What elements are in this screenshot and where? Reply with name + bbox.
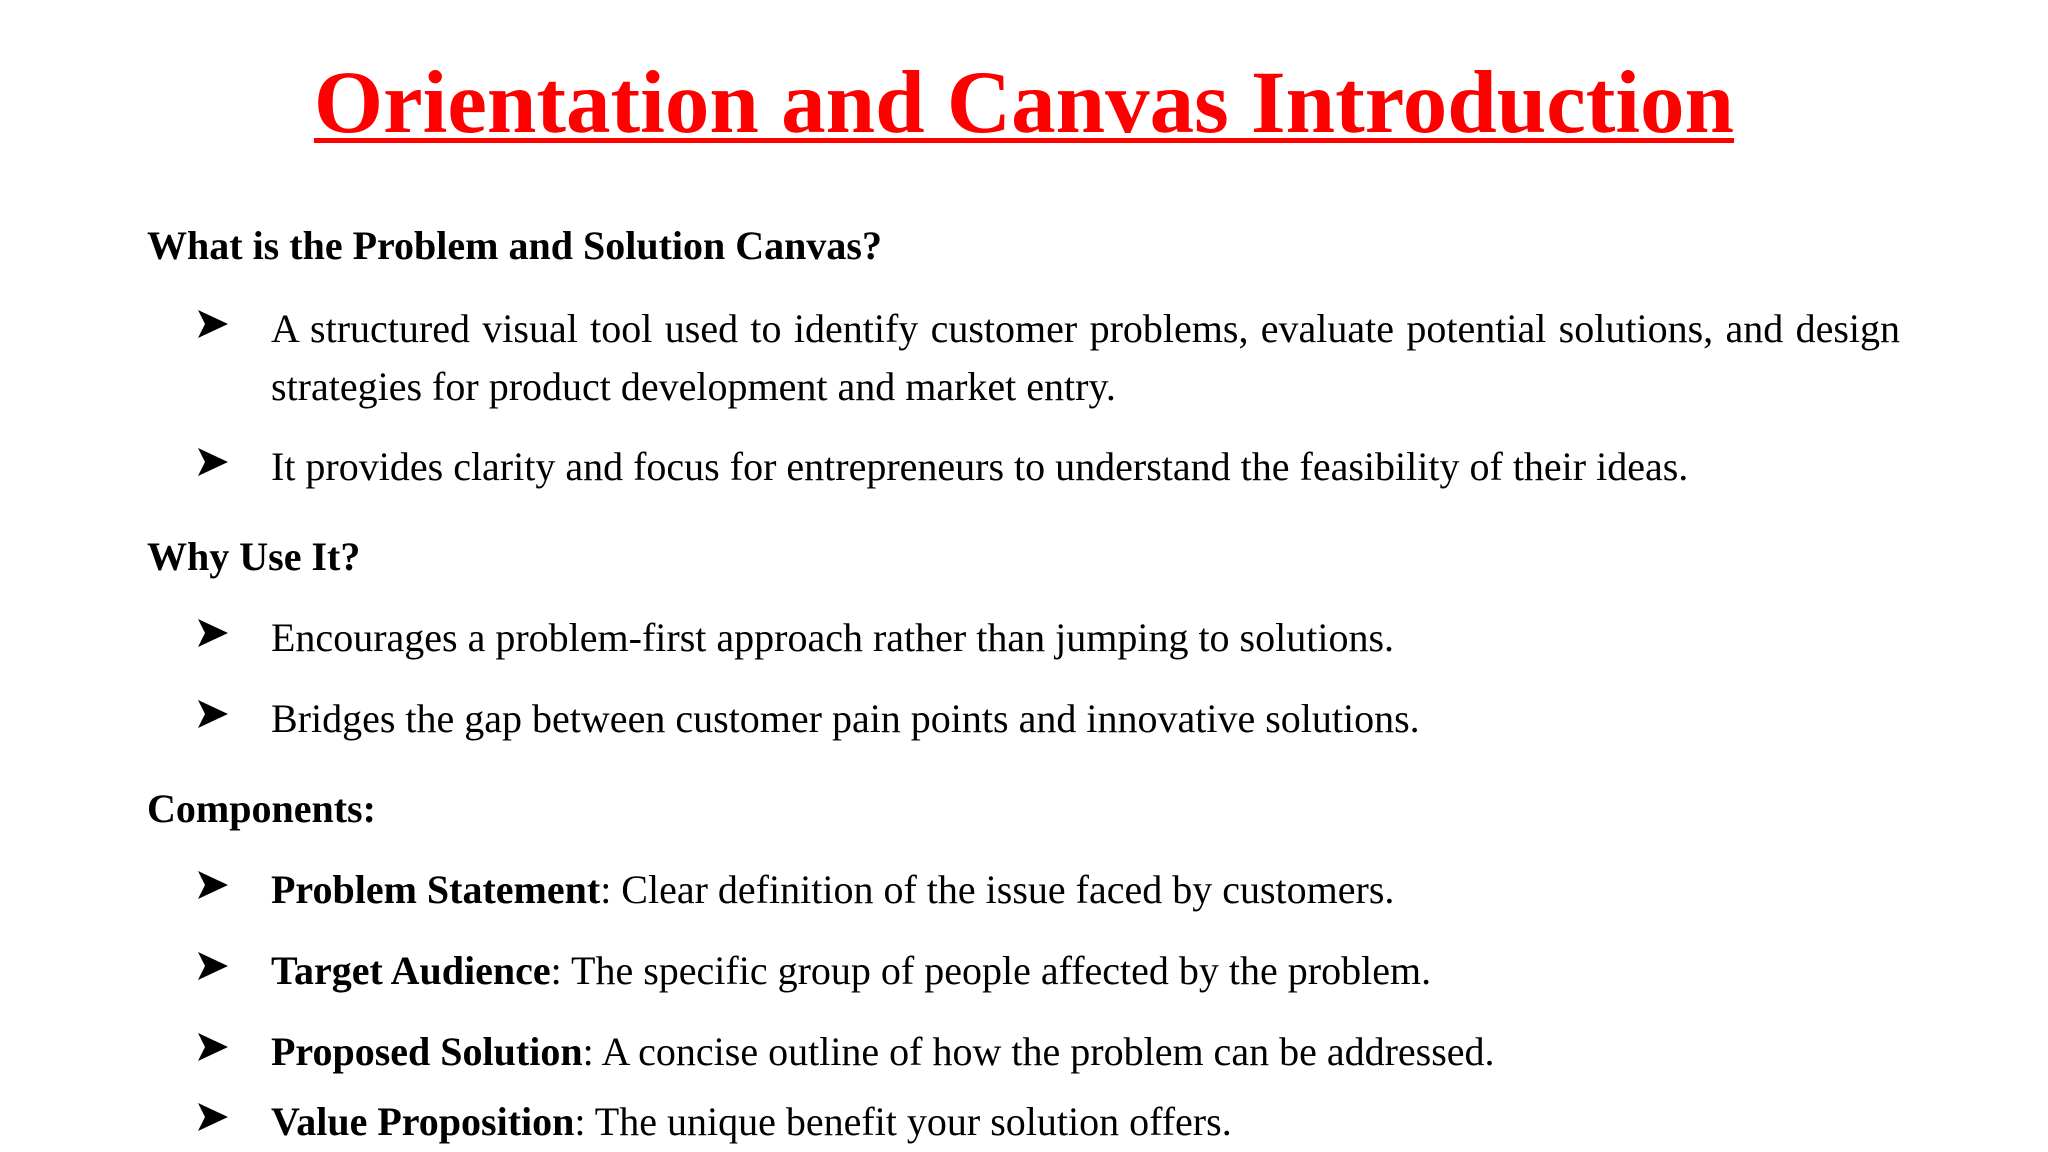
heading-text: Why Use It? [147,534,361,579]
bullet-term: Value Proposition [271,1099,575,1144]
heading-text: What is the Problem and Solution Canvas? [147,223,882,268]
arrowhead-bullet-icon [196,861,236,919]
bullet-text [271,1023,1900,1081]
arrowhead-bullet-icon [196,300,236,358]
list-item [196,861,1900,919]
bullet-text: It provides clarity and focus for entrepreneurs to understand the feasibility of their ideas. [271,444,1689,489]
bullet-text [271,861,1900,919]
bullet-text [271,942,1900,1000]
list-item [196,438,1900,496]
list-item [196,690,1900,748]
heading-text: Components [147,786,363,831]
arrowhead-bullet-icon [196,690,236,748]
list-item [196,300,1900,416]
bullet-text: Bridges the gap between customer pain points and innovative solutions. [271,696,1420,741]
bullet-term: Target Audience [271,948,551,993]
bullet-definition: : The specific group of people affected by the problem. [550,948,1432,993]
arrowhead-bullet-icon [196,609,236,667]
bullet-definition: : Clear definition of the issue faced by customers. [600,867,1395,912]
arrowhead-bullet-icon [196,942,236,1000]
slide-title: Orientation and Canvas Introduction [313,54,1735,152]
section-heading-components [147,783,376,835]
bullet-term: Proposed Solution [271,1029,583,1074]
list-item [196,1023,1900,1081]
arrowhead-bullet-icon [196,1023,236,1081]
bullet-definition: : A concise outline of how the problem can be addressed. [582,1029,1495,1074]
list-item [196,942,1900,1000]
bullet-term: Problem Statement [271,867,601,912]
arrowhead-bullet-icon [196,438,236,496]
list-item [196,1093,1900,1151]
heading-suffix: : [362,786,376,831]
arrowhead-bullet-icon [196,1093,236,1151]
section-heading-what-is [147,220,882,272]
list-item [196,609,1900,667]
bullet-text: Encourages a problem-first approach rather than jumping to solutions. [271,615,1395,660]
section-heading-why-use [147,531,360,583]
bullet-text: A structured visual tool used to identify customer problems, evaluate potential solutions, and design strategies for product development and market entry. [271,306,1900,409]
bullet-text [271,1093,1900,1151]
bullet-definition: : The unique benefit your solution offers. [574,1099,1232,1144]
